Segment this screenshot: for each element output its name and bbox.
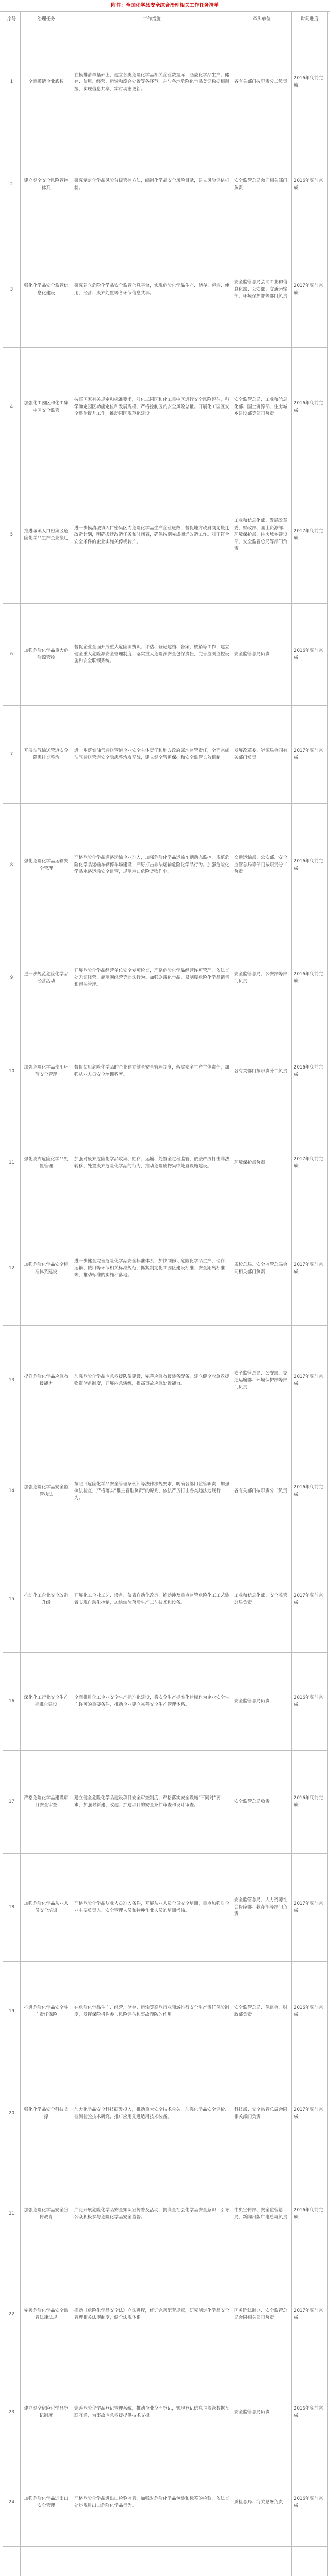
row-lead-unit: 安全监管总局会同工业和信息化部、公安部、交通运输部、环境保护部等部门负责 bbox=[232, 232, 292, 348]
header-task: 治理任务 bbox=[21, 12, 72, 27]
row-lead-unit: 中央宣传部、安全监管总局、新闻出版广电总局负责 bbox=[232, 2165, 292, 2263]
header-lead: 牵头单位 bbox=[232, 12, 292, 27]
row-task: 加强危险化学品安全监管执法 bbox=[21, 1436, 72, 1547]
row-time: 2016年底前完成 bbox=[292, 348, 328, 467]
table-row bbox=[3, 2263, 328, 2366]
table-body bbox=[3, 27, 328, 2576]
table-row bbox=[3, 1653, 328, 1751]
row-measure: 加强危险化学品应急救援队伍建设，完善应急救援装备配备，建立健全应急救援物资储备制度，开展应急演练，提高事故应急处置能力。 bbox=[72, 1326, 232, 1436]
row-task: 严格危险化学品建设项目安全审查 bbox=[21, 1751, 72, 1854]
row-lead-unit: 安全监管总局、公安部等部门负责 bbox=[232, 927, 292, 1029]
row-time: 2017年底前完成 bbox=[292, 2062, 328, 2165]
table-row bbox=[3, 2062, 328, 2165]
row-number bbox=[3, 2547, 21, 2576]
row-time: 2016年底前完成 bbox=[292, 1029, 328, 1114]
row-number: 9 bbox=[3, 927, 21, 1029]
row-lead-unit: 各有关部门按职责分工负责 bbox=[232, 27, 292, 138]
row-measure: 在危险化学品生产、经营、储存、运输等高危行业领域推行安全生产责任保险制度，发挥保险机构参与风险评估和事故预防的作用。 bbox=[72, 1962, 232, 2062]
row-number: 5 bbox=[3, 467, 21, 604]
row-task: 强化化学品安全监管信息化建设 bbox=[21, 232, 72, 348]
row-measure: 在摸排清单基础上，建立各类危险化学品相关企业数据库，涵盖化学品生产、储存、使用、经营、运输和废弃处置等各环节，并与各地危险化学品登记数据相衔接，实现信息共享，实时动态更新。 bbox=[72, 27, 232, 138]
table-row bbox=[3, 232, 328, 348]
table-row bbox=[3, 2366, 328, 2459]
row-task: 加强危险化学品重大危险源管控 bbox=[21, 604, 72, 706]
table-row bbox=[3, 138, 328, 232]
row-number: 23 bbox=[3, 2366, 21, 2459]
row-time bbox=[292, 2547, 328, 2576]
table-row bbox=[3, 1962, 328, 2062]
row-lead-unit: 各有关部门按职责分工负责 bbox=[232, 1436, 292, 1547]
header-time: 时间进度 bbox=[292, 12, 328, 27]
row-task: 强化危险化学品运输安全管理 bbox=[21, 804, 72, 927]
row-time: 2017年底前完成 bbox=[292, 467, 328, 604]
row-task: 加强危险化学品从业人员安全培训 bbox=[21, 1854, 72, 1962]
row-number: 6 bbox=[3, 604, 21, 706]
row-lead-unit: 安全监管总局、保监会、财政部负责 bbox=[232, 1962, 292, 2062]
row-measure: 进一步健全完善危险化学品安全标准体系，加快制修订危险化学品生产、储存、运输、使用等环节相关标准规范，抓紧制定化工园区建设标准、安全距离标准等，推动标准的实施和落地。 bbox=[72, 1212, 232, 1326]
row-number: 16 bbox=[3, 1653, 21, 1751]
row-number: 13 bbox=[3, 1326, 21, 1436]
row-time: 2016年底前完成 bbox=[292, 1436, 328, 1547]
row-lead-unit: 质检总局、安全监管总局会同相关部门负责 bbox=[232, 1212, 292, 1326]
header-no: 序号 bbox=[3, 12, 21, 27]
row-number: 22 bbox=[3, 2263, 21, 2366]
row-measure: 全面推进化工企业安全生产标准化建设，将安全生产标准化达标作为企业安全生产许可的重要条件，推动企业建立完善安全生产管理体系。 bbox=[72, 1653, 232, 1751]
row-lead-unit: 交通运输部、公安部、安全监管总局等部门按职责分工负责 bbox=[232, 804, 292, 927]
table-header-row bbox=[3, 12, 328, 27]
table-row bbox=[3, 1212, 328, 1326]
row-measure: 严格危险化学品进出口检验监管，加强对危险化学品包装和标签的检验，依法查处违规进出口危险化学品行为。 bbox=[72, 2459, 232, 2547]
row-measure: 督促使用危险化学品的企业建立健全安全管理制度，落实安全生产主体责任，加强从业人员安全培训教育。 bbox=[72, 1029, 232, 1114]
row-task: 推动化工企业安全改造升级 bbox=[21, 1547, 72, 1653]
table-row bbox=[3, 1029, 328, 1114]
table-row bbox=[3, 348, 328, 467]
row-time: 2016年底前完成 bbox=[292, 2459, 328, 2547]
table-row bbox=[3, 1326, 328, 1436]
row-lead-unit: 安全监管总局负责 bbox=[232, 1751, 292, 1854]
row-lead-unit: 科技部、安全监管总局会同相关部门负责 bbox=[232, 2062, 292, 2165]
row-time: 2017年底前完成 bbox=[292, 1326, 328, 1436]
row-measure: 进一步摸清城镇人口密集区内危险化学品生产企业底数，督促地方政府制定搬迁改造计划，明确搬迁改造任务和时间表，确保按期完成搬迁改造工作。对不符合安全条件的企业实施关停或转产。 bbox=[72, 467, 232, 604]
table-row bbox=[3, 1751, 328, 1854]
row-number: 11 bbox=[3, 1114, 21, 1212]
row-time: 2017年底前完成 bbox=[292, 232, 328, 348]
row-measure: 研究建立危险化学品安全监管信息平台，实现危险化学品生产、储存、运输、使用、经营、废弃处置等各环节信息共享。 bbox=[72, 232, 232, 348]
table-row bbox=[3, 1436, 328, 1547]
row-measure: 加大化学品安全科技研发投入，推动重大安全技术攻关，加强化学品安全评价、检测检验技术研究，推广应用先进适用技术装备。 bbox=[72, 2062, 232, 2165]
row-task: 完善危险化学品安全监管法律法规 bbox=[21, 2263, 72, 2366]
row-measure bbox=[72, 2547, 232, 2576]
row-time: 2017年底前完成 bbox=[292, 1114, 328, 1212]
row-time: 2017年底前完成 bbox=[292, 2263, 328, 2366]
row-time: 2016年底前完成 bbox=[292, 1751, 328, 1854]
table-row bbox=[3, 2459, 328, 2547]
table-row bbox=[3, 2165, 328, 2263]
row-measure: 开展化工企业工艺、设备、仪表自动化改造，推动涉及重点监管危险化工工艺装置实现自动化控制，加快淘汰落后生产工艺技术和设备。 bbox=[72, 1547, 232, 1653]
row-number: 18 bbox=[3, 1854, 21, 1962]
row-lead-unit: 工业和信息化部、安全监管总局负责 bbox=[232, 1547, 292, 1653]
row-lead-unit: 安全监管总局、人力资源社会保障部、教育部等部门负责 bbox=[232, 1854, 292, 1962]
row-task: 强化化学品安全科技支撑 bbox=[21, 2062, 72, 2165]
row-number: 12 bbox=[3, 1212, 21, 1326]
row-task: 推进城镇人口密集区危险化学品生产企业搬迁 bbox=[21, 467, 72, 604]
row-number: 15 bbox=[3, 1547, 21, 1653]
task-table bbox=[3, 12, 328, 2576]
row-measure: 按照《危险化学品安全管理条例》等法律法规要求，明确各部门监管职责，加强执法检查，严格落实“谁主管谁负责”的原则，依法严厉打击各类违法违规行为。 bbox=[72, 1436, 232, 1547]
row-task: 加强危险化学品安全标准体系建设 bbox=[21, 1212, 72, 1326]
row-number: 3 bbox=[3, 232, 21, 348]
row-task: 加强危险化学品使用环节安全管理 bbox=[21, 1029, 72, 1114]
row-number: 10 bbox=[3, 1029, 21, 1114]
table-row bbox=[3, 706, 328, 804]
row-time: 2016年底前完成 bbox=[292, 2165, 328, 2263]
row-number: 20 bbox=[3, 2062, 21, 2165]
row-lead-unit: 安全监管总局会同相关部门负责 bbox=[232, 138, 292, 232]
row-time: 2017年底前完成 bbox=[292, 706, 328, 804]
row-time: 2016年底前完成 bbox=[292, 27, 328, 138]
row-measure: 开展危险化学品经营单位安全专项检查，严格危险化学品经营许可管理，依法查处无证经营、超范围经营等违法行为。加强剧毒化学品、易制爆危险化学品销售和购买管理。 bbox=[72, 927, 232, 1029]
row-lead-unit: 质检总局、海关总署负责 bbox=[232, 2459, 292, 2547]
row-time: 2016年底前完成 bbox=[292, 804, 328, 927]
row-lead-unit: 环境保护部负责 bbox=[232, 1114, 292, 1212]
row-number: 24 bbox=[3, 2459, 21, 2547]
row-measure: 按照国家有关规定和标准要求，对化工园区和化工集中区进行安全风险评估，科学确定园区功能定位和发展规模，严格控制区内安全风险总量。开展化工园区安全整治提升工作，推动园区规范化建设。 bbox=[72, 348, 232, 467]
row-number: 4 bbox=[3, 348, 21, 467]
row-measure: 推动《危险化学品安全法》立法进程，修订完善配套规章，研究制定化学品安全管理相关法规制度，健全法规体系。 bbox=[72, 2263, 232, 2366]
row-number: 21 bbox=[3, 2165, 21, 2263]
row-number: 19 bbox=[3, 1962, 21, 2062]
table-row bbox=[3, 804, 328, 927]
row-task: 建立健全危险化学品登记制度 bbox=[21, 2366, 72, 2459]
row-lead-unit: 安全监管总局负责 bbox=[232, 604, 292, 706]
row-time: 2016年底前完成 bbox=[292, 138, 328, 232]
row-task: 深化化工行业安全生产标准化建设 bbox=[21, 1653, 72, 1751]
table-row bbox=[3, 467, 328, 604]
row-task: 强化废弃危险化学品处置管理 bbox=[21, 1114, 72, 1212]
row-task: 全面摸清企业底数 bbox=[21, 27, 72, 138]
row-task: 进一步规范危险化学品经营活动 bbox=[21, 927, 72, 1029]
row-time: 2016年底前完成 bbox=[292, 1653, 328, 1751]
row-lead-unit: 安全监管总局负责 bbox=[232, 2366, 292, 2459]
row-lead-unit: 国务院法制办、安全监管总局会同相关部门负责 bbox=[232, 2263, 292, 2366]
row-time: 2016年底前完成 bbox=[292, 2366, 328, 2459]
table-row bbox=[3, 1547, 328, 1653]
row-task: 开展油气输送管道安全隐患排查整治 bbox=[21, 706, 72, 804]
row-task: 加强危险化学品安全宣传教育 bbox=[21, 2165, 72, 2263]
row-lead-unit: 工业和信息化部、发展改革委、财政部、国土资源部、环境保护部、住房城乡建设部、安全监管总局等部门负责 bbox=[232, 467, 292, 604]
row-task: 推进危险化学品安全生产责任保险 bbox=[21, 1962, 72, 2062]
row-time: 2016年底前完成 bbox=[292, 927, 328, 1029]
row-measure: 督促企业全面开展重大危险源辨识、评估、登记建档、备案、核销等工作，建立健全重大危险源安全管理制度，落实重大危险源安全包保责任，完善监测监控设施和安全联锁系统。 bbox=[72, 604, 232, 706]
row-lead-unit bbox=[232, 2547, 292, 2576]
row-time: 2016年底前完成 bbox=[292, 1962, 328, 2062]
row-number: 1 bbox=[3, 27, 21, 138]
table-row bbox=[3, 2547, 328, 2576]
row-measure: 完善危险化学品登记管理系统，推动企业全面登记，实现登记信息与监管数据互联互通，为事故应急救援提供技术支撑。 bbox=[72, 2366, 232, 2459]
document-title: 附件：全国化学品安全综合治理相关工作任务清单 bbox=[0, 0, 330, 12]
table-row bbox=[3, 1854, 328, 1962]
row-time: 2016年底前完成 bbox=[292, 604, 328, 706]
row-number: 14 bbox=[3, 1436, 21, 1547]
row-task bbox=[21, 2547, 72, 2576]
row-task: 提升危险化学品应急救援能力 bbox=[21, 1326, 72, 1436]
row-lead-unit: 安全监管总局、工业和信息化部、国土资源部、住房城乡建设部等部门负责 bbox=[232, 348, 292, 467]
row-measure: 加强对废弃危险化学品收集、贮存、运输、处置全过程监管，依法严厉打击非法转移、处置废弃危险化学品的行为，推动危险废物集中处置设施建设。 bbox=[72, 1114, 232, 1212]
row-measure: 研究制定化学品风险分级管控方法，编制化学品安全风险目录，建立风险评估机制。 bbox=[72, 138, 232, 232]
row-measure: 严格危险化学品从业人员准入条件，开展从业人员全员安全培训，重点加强对企业主要负责人、安全管理人员和特种作业人员的培训考核。 bbox=[72, 1854, 232, 1962]
row-task: 建立健全安全风险管控体系 bbox=[21, 138, 72, 232]
row-number: 8 bbox=[3, 804, 21, 927]
row-measure: 建立健全危险化学品建设项目安全审查制度，严格落实安全设施“三同时”要求，加强对新建、改建、扩建项目的安全条件审查和设计审查。 bbox=[72, 1751, 232, 1854]
row-task: 加强化工园区和化工集中区安全监管 bbox=[21, 348, 72, 467]
row-number: 7 bbox=[3, 706, 21, 804]
row-time: 2017年底前完成 bbox=[292, 1547, 328, 1653]
table-row bbox=[3, 27, 328, 138]
row-number: 17 bbox=[3, 1751, 21, 1854]
row-measure: 进一步落实油气输送管道企业安全主体责任和地方政府属地监管责任，全面完成油气输送管道安全隐患整治攻坚战，建立健全管道保护和安全监管长效机制。 bbox=[72, 706, 232, 804]
row-measure: 严格危险化学品道路运输企业准入，加强危险化学品运输车辆动态监控，规范危险化学品运输车辆停车场建设，严厉打击非法运输危险化学品行为。加强危险化学品水路运输安全监管，规范港口危险货物作业。 bbox=[72, 804, 232, 927]
row-lead-unit: 安全监管总局负责 bbox=[232, 1653, 292, 1751]
row-time: 2017年底前完成 bbox=[292, 1854, 328, 1962]
row-measure: 广泛开展危险化学品安全知识宣传普及活动，提高全社会化学品安全意识，引导公众积极参与危险化学品安全监督。 bbox=[72, 2165, 232, 2263]
header-measure: 工作措施 bbox=[72, 12, 232, 27]
table-row bbox=[3, 1114, 328, 1212]
row-lead-unit: 各有关部门按职责分工负责 bbox=[232, 1029, 292, 1114]
table-row bbox=[3, 604, 328, 706]
table-row bbox=[3, 927, 328, 1029]
row-lead-unit: 发展改革委、能源局会同有关部门负责 bbox=[232, 706, 292, 804]
row-task: 加强危险化学品进出口安全管理 bbox=[21, 2459, 72, 2547]
row-time: 2017年底前完成 bbox=[292, 1212, 328, 1326]
row-number: 2 bbox=[3, 138, 21, 232]
row-lead-unit: 安全监管总局、公安部、交通运输部、环境保护部等部门负责 bbox=[232, 1326, 292, 1436]
